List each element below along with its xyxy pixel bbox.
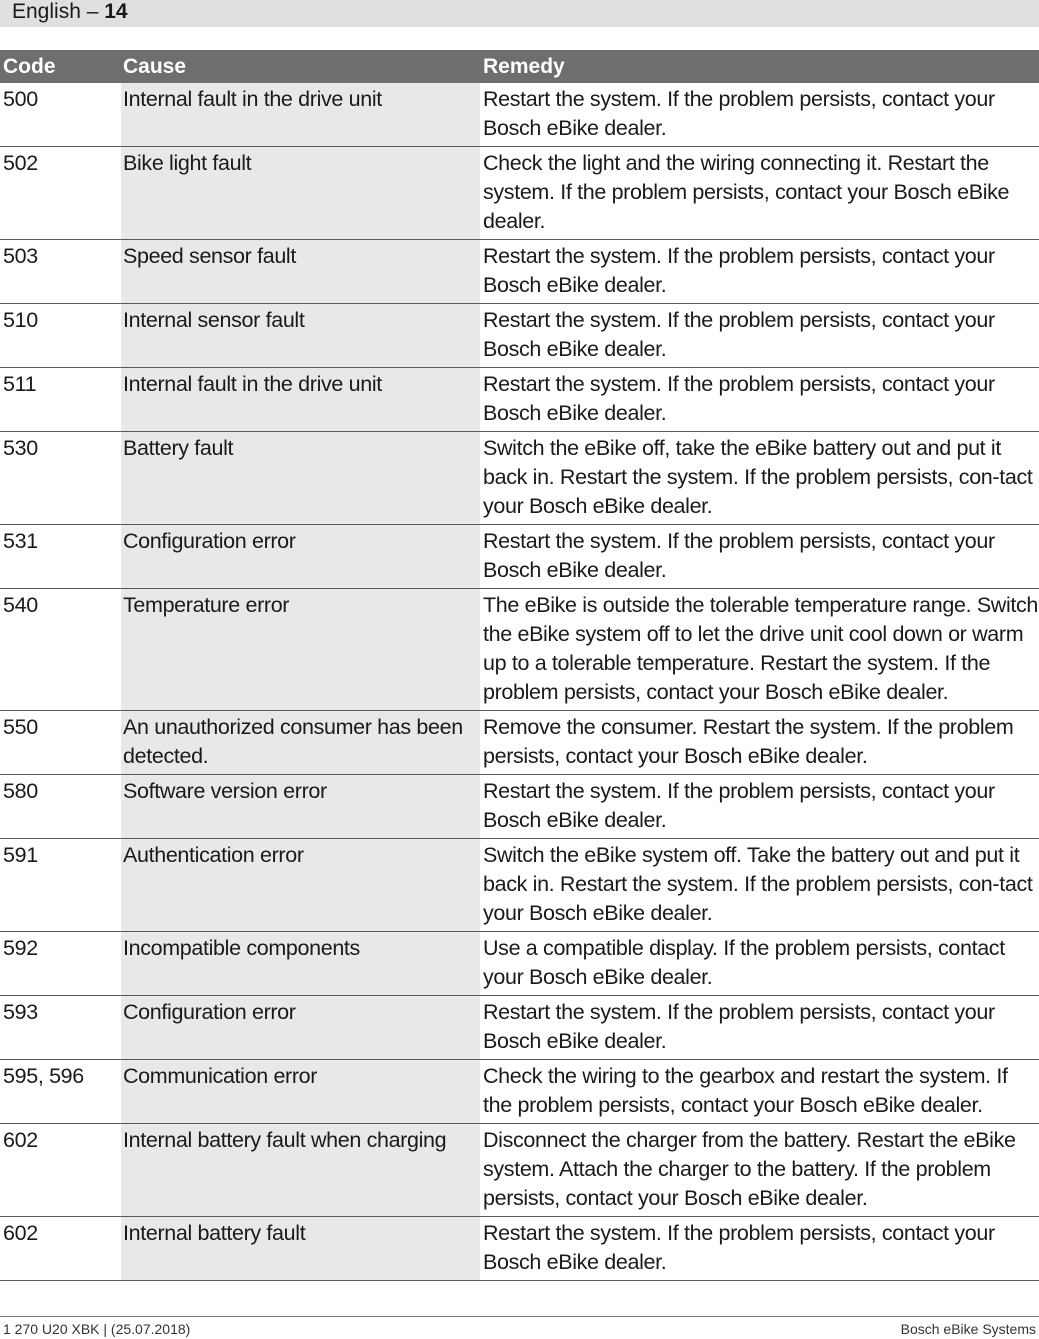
code-cell: 531	[0, 525, 121, 589]
table-row	[0, 83, 1039, 147]
page-number: 14	[104, 0, 128, 23]
code-cell: 530	[0, 432, 121, 525]
column-header-cause: Cause	[121, 50, 480, 83]
publisher-name: Bosch eBike Systems	[900, 1321, 1036, 1337]
remedy-cell: The eBike is outside the tolerable temperature range. Switch the eBike system off to let the drive unit cool down or warm up to a tolerable temperature. Restart the system. If the problem persists, contact your Bosch eBike dealer.	[480, 589, 1039, 711]
remedy-cell: Remove the consumer. Restart the system. If the problem persists, contact your Bosch eBike dealer.	[480, 711, 1039, 775]
remedy-cell: Check the wiring to the gearbox and restart the system. If the problem persists, contact your Bosch eBike dealer.	[480, 1060, 1039, 1124]
code-cell: 595, 596	[0, 1060, 121, 1124]
remedy-cell: Check the light and the wiring connecting it. Restart the system. If the problem persists, contact your Bosch eBike dealer.	[480, 147, 1039, 240]
table-row	[0, 368, 1039, 432]
cause-cell: Internal battery fault	[121, 1217, 480, 1281]
code-cell: 602	[0, 1124, 121, 1217]
cause-cell: Speed sensor fault	[121, 240, 480, 304]
language-text: English	[12, 0, 81, 23]
cause-cell: Internal fault in the drive unit	[121, 368, 480, 432]
code-cell: 602	[0, 1217, 121, 1281]
page-header	[0, 0, 1039, 27]
page-language-label	[12, 0, 128, 24]
error-code-table	[0, 50, 1039, 1281]
code-cell: 550	[0, 711, 121, 775]
column-header-remedy: Remedy	[480, 50, 1039, 83]
cause-cell: Internal sensor fault	[121, 304, 480, 368]
cause-cell: An unauthorized consumer has been detected.	[121, 711, 480, 775]
remedy-cell: Restart the system. If the problem persists, contact your Bosch eBike dealer.	[480, 368, 1039, 432]
remedy-cell: Restart the system. If the problem persists, contact your Bosch eBike dealer.	[480, 1217, 1039, 1281]
remedy-cell: Restart the system. If the problem persists, contact your Bosch eBike dealer.	[480, 83, 1039, 147]
table-row	[0, 775, 1039, 839]
cause-cell: Bike light fault	[121, 147, 480, 240]
table-row	[0, 839, 1039, 932]
code-cell: 580	[0, 775, 121, 839]
remedy-cell: Restart the system. If the problem persists, contact your Bosch eBike dealer.	[480, 996, 1039, 1060]
cause-cell: Authentication error	[121, 839, 480, 932]
remedy-cell: Use a compatible display. If the problem persists, contact your Bosch eBike dealer.	[480, 932, 1039, 996]
cause-cell: Software version error	[121, 775, 480, 839]
table-row	[0, 996, 1039, 1060]
column-header-code: Code	[0, 50, 121, 83]
table-row	[0, 932, 1039, 996]
table-header-row	[0, 50, 1039, 83]
table-row	[0, 1060, 1039, 1124]
code-cell: 502	[0, 147, 121, 240]
code-cell: 503	[0, 240, 121, 304]
table-row	[0, 1124, 1039, 1217]
remedy-cell: Disconnect the charger from the battery. Restart the eBike system. Attach the charger to the battery. If the problem persists, contact your Bosch eBike dealer.	[480, 1124, 1039, 1217]
remedy-cell: Restart the system. If the problem persists, contact your Bosch eBike dealer.	[480, 240, 1039, 304]
cause-cell: Communication error	[121, 1060, 480, 1124]
cause-cell: Configuration error	[121, 525, 480, 589]
table-row	[0, 147, 1039, 240]
table-row	[0, 1217, 1039, 1281]
table-row	[0, 589, 1039, 711]
code-cell: 593	[0, 996, 121, 1060]
remedy-cell: Switch the eBike system off. Take the battery out and put it back in. Restart the system. If the problem persists, con-tact your Bosch eBike dealer.	[480, 839, 1039, 932]
cause-cell: Configuration error	[121, 996, 480, 1060]
table-row	[0, 240, 1039, 304]
page-footer	[0, 1316, 1039, 1337]
code-cell: 592	[0, 932, 121, 996]
separator-text: –	[80, 0, 105, 23]
table-row	[0, 711, 1039, 775]
cause-cell: Internal battery fault when charging	[121, 1124, 480, 1217]
cause-cell: Incompatible components	[121, 932, 480, 996]
code-cell: 591	[0, 839, 121, 932]
code-cell: 511	[0, 368, 121, 432]
remedy-cell: Switch the eBike off, take the eBike battery out and put it back in. Restart the system. If the problem persists, con-tact your Bosch eBike dealer.	[480, 432, 1039, 525]
code-cell: 540	[0, 589, 121, 711]
table-row	[0, 525, 1039, 589]
remedy-cell: Restart the system. If the problem persists, contact your Bosch eBike dealer.	[480, 525, 1039, 589]
cause-cell: Internal fault in the drive unit	[121, 83, 480, 147]
code-cell: 500	[0, 83, 121, 147]
code-cell: 510	[0, 304, 121, 368]
remedy-cell: Restart the system. If the problem persists, contact your Bosch eBike dealer.	[480, 775, 1039, 839]
remedy-cell: Restart the system. If the problem persists, contact your Bosch eBike dealer.	[480, 304, 1039, 368]
table-row	[0, 304, 1039, 368]
cause-cell: Temperature error	[121, 589, 480, 711]
table-row	[0, 432, 1039, 525]
cause-cell: Battery fault	[121, 432, 480, 525]
document-id: 1 270 U20 XBK | (25.07.2018)	[3, 1321, 191, 1337]
